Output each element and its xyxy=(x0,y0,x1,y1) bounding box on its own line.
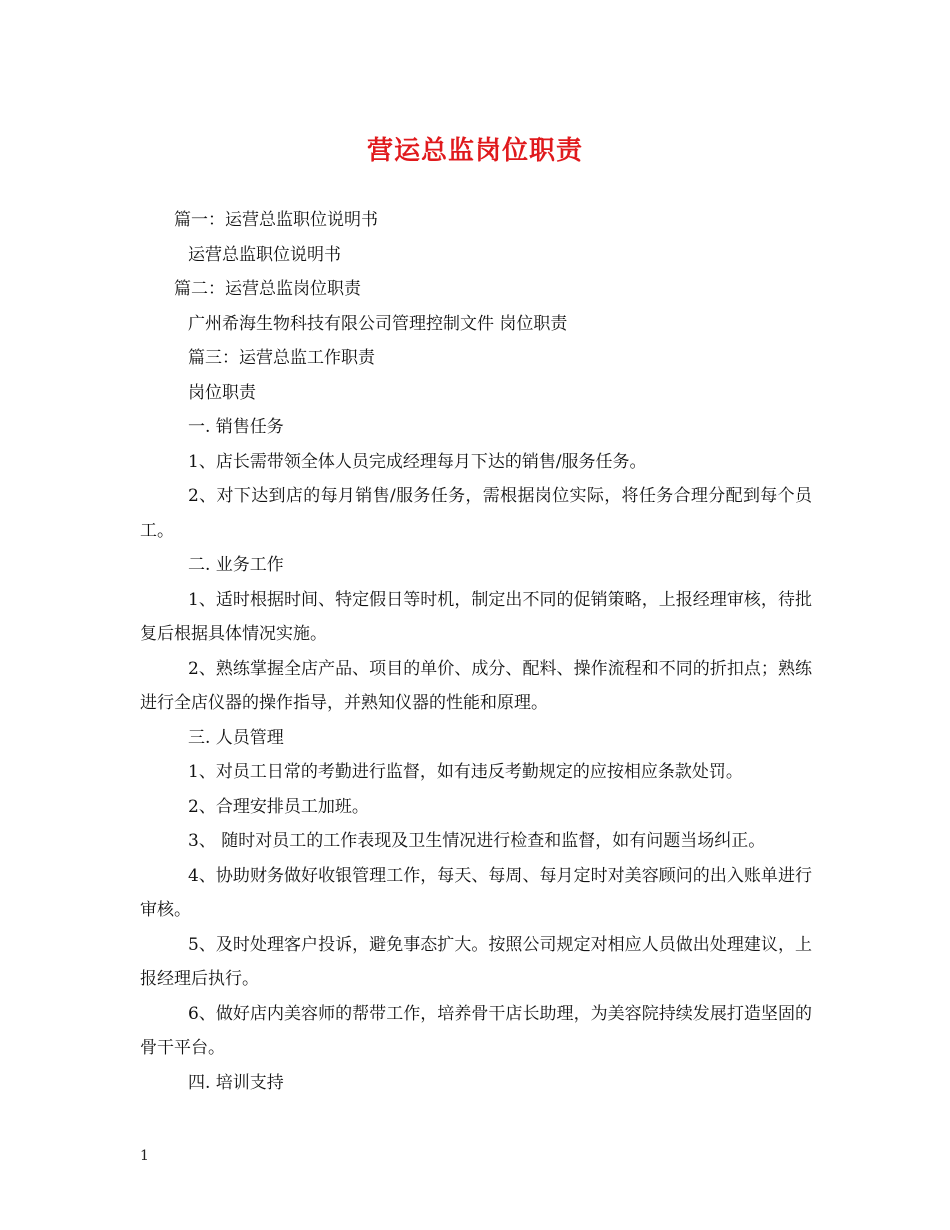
paragraph-staff-item-6: 6、做好店内美容师的帮带工作，培养骨干店长助理，为美容院持续发展打造坚固的骨干平台。 xyxy=(140,1003,812,1058)
paragraph-training-heading: 四. 培训支持 xyxy=(188,1072,284,1093)
paragraph-duties-heading: 岗位职责 xyxy=(188,382,256,403)
paragraph-staff-item-4: 4、协助财务做好收银管理工作，每天、每周、每月定时对美容顾问的出入账单进行审核。 xyxy=(140,865,812,920)
paragraph-section-two-heading: 篇二：运营总监岗位职责 xyxy=(174,279,361,299)
page-number: 1 xyxy=(140,1148,149,1164)
document-title: 营运总监岗位职责 xyxy=(366,136,583,166)
paragraph-staff-item-1: 1、对员工日常的考勤进行监督，如有违反考勤规定的应按相应条款处罚。 xyxy=(188,762,743,782)
paragraph-sales-item-2: 2、对下达到店的每月销售/服务任务，需根据岗位实际，将任务合理分配到每个员工。 xyxy=(140,486,812,541)
paragraph-staff-heading: 三. 人员管理 xyxy=(188,727,284,748)
paragraph-sales-heading: 一. 销售任务 xyxy=(188,417,284,437)
paragraph-business-item-2: 2、熟练掌握全店产品、项目的单价、成分、配料、操作流程和不同的折扣点；熟练进行全店仪器的操作指导，并熟知仪器的性能和原理。 xyxy=(140,658,812,713)
paragraph-section-three-heading: 篇三：运营总监工作职责 xyxy=(188,348,375,368)
paragraph-company-doc: 广州希海生物科技有限公司管理控制文件 岗位职责 xyxy=(188,313,568,334)
paragraph-staff-item-2: 2、合理安排员工加班。 xyxy=(188,796,369,817)
paragraph-section-one-heading: 篇一：运营总监职位说明书 xyxy=(174,210,378,230)
document-body xyxy=(140,203,812,1100)
paragraph-sales-item-1: 1、店长需带领全体人员完成经理每月下达的销售/服务任务。 xyxy=(188,451,647,472)
paragraph-section-one-subtitle: 运营总监职位说明书 xyxy=(188,244,341,265)
paragraph-business-heading: 二. 业务工作 xyxy=(188,555,284,575)
paragraph-staff-item-3: 3、 随时对员工的工作表现及卫生情况进行检查和监督，如有问题当场纠正。 xyxy=(188,831,766,851)
paragraph-business-item-1: 1、适时根据时间、特定假日等时机，制定出不同的促销策略，上报经理审核，待批复后根据具体情况实施。 xyxy=(140,589,812,644)
paragraph-staff-item-5: 5、及时处理客户投诉，避免事态扩大。按照公司规定对相应人员做出处理建议，上报经理后执行。 xyxy=(140,934,812,989)
